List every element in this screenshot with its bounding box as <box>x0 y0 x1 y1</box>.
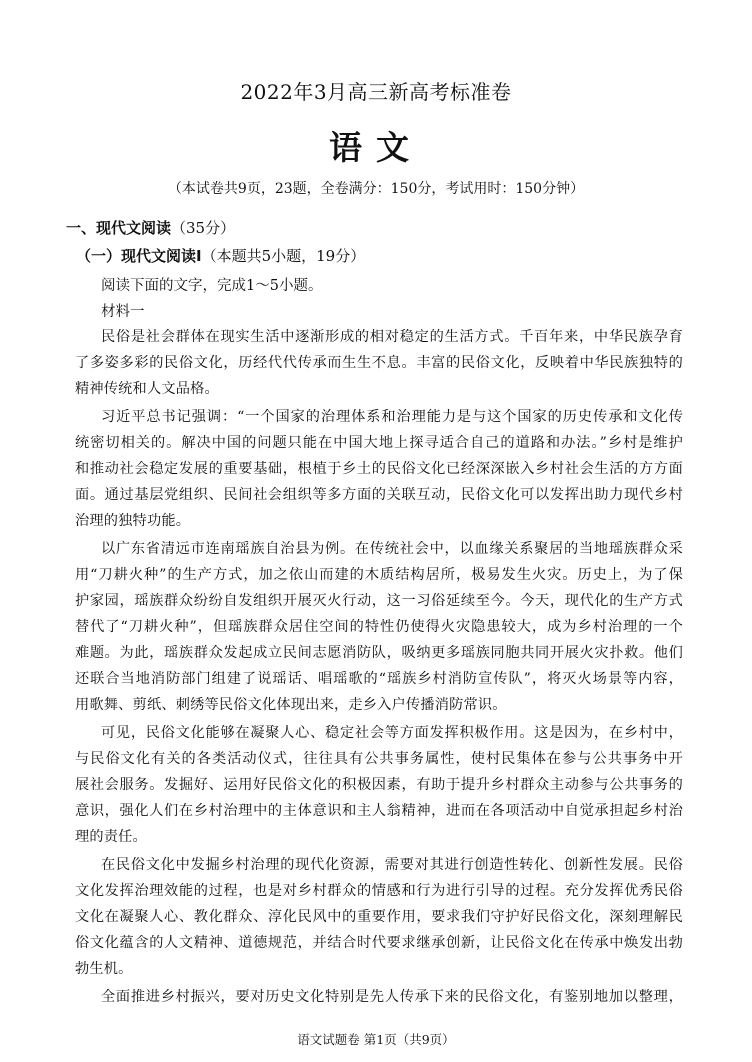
paragraph-line: 俗文化蕴含的人文精神、道德规范，并结合时代要求继承创新，让民俗文化在传承中焕发出勃 <box>75 935 683 951</box>
material-label: 材料一 <box>101 304 145 320</box>
paragraph-line: 还联合当地消防部门组建了说瑶话、唱瑶歌的“瑶族乡村消防宣传队”，将灭火场景等内容， <box>75 671 683 687</box>
paragraph-line: 用歌舞、剪纸、刺绣等民俗文化体现出来，走乡入户传播消防常识。 <box>75 697 507 713</box>
reading-instruction: 阅读下面的文字，完成1～5小题。 <box>101 278 323 294</box>
paragraph-line: 以广东省清远市连南瑶族自治县为例。在传统社会中，以血缘关系聚居的当地瑶族群众采 <box>101 541 683 557</box>
paragraph-line: 统密切相关的。解决中国的问题只能在中国大地上探寻适合自己的道路和办法。”乡村是维护 <box>75 435 683 451</box>
subsection-heading-label: （一）现代文阅读Ⅰ <box>76 247 202 265</box>
paragraph-line: 意识，强化人们在乡村治理中的主体意识和主人翁精神，进而在各项活动中自觉承担起乡村治 <box>75 803 683 819</box>
exam-info: （本试卷共9页，23题，全卷满分：150分，考试用时：150分钟） <box>167 181 585 197</box>
exam-title: 2022年3月高三新高考标准卷 <box>240 80 512 104</box>
paragraph-line: 展社会服务。发掘好、运用好民俗文化的积极因素，有助于提升乡村群众主动参与公共事务的 <box>75 777 683 793</box>
paragraph-line: 在民俗文化中发掘乡村治理的现代化资源，需要对其进行创造性转化、创新性发展。民俗 <box>101 857 683 873</box>
paragraph-line: 全面推进乡村振兴，要对历史文化特别是先人传承下来的民俗文化，有鉴别地加以整理， <box>101 989 683 1005</box>
section-score-note: （35分） <box>171 219 236 237</box>
section-heading <box>66 217 235 238</box>
paragraph-line: 理的责任。 <box>75 829 147 845</box>
paragraph-line: 文化发挥治理效能的过程，也是对乡村群众的情感和行为进行引导的过程。充分发挥优秀民俗 <box>75 883 683 899</box>
page-footer: 语文试题卷 第1页（共9页） <box>297 1032 455 1047</box>
subsection-heading <box>76 245 365 266</box>
paragraph-line: 勃生机。 <box>75 961 133 977</box>
paragraph-line: 民俗是社会群体在现实生活中逐渐形成的相对稳定的生活方式。千百年来，中华民族孕育 <box>101 329 683 345</box>
paragraph-line: 替代了“刀耕火种”，但瑶族群众居住空间的特性仍使得火灾隐患较大，成为乡村治理的一个 <box>75 619 683 635</box>
paragraph-line: 了多姿多彩的民俗文化，历经代代传承而生生不息。丰富的民俗文化，反映着中华民族独特的 <box>75 355 683 371</box>
paragraph-line: 习近平总书记强调：“一个国家的治理体系和治理能力是与这个国家的历史传承和文化传 <box>101 409 683 425</box>
paragraph-line: 精神传统和人文品格。 <box>75 381 219 397</box>
subject-title: 语文 <box>329 128 423 167</box>
paragraph-line: 面。通过基层党组织、民间社会组织等多方面的关联互动，民俗文化可以发挥出助力现代乡村 <box>75 487 683 503</box>
paragraph-line: 用“刀耕火种”的生产方式，加之依山而建的木质结构居所，极易发生火灾。历史上，为了保 <box>75 567 683 583</box>
paragraph-line: 治理的独特功能。 <box>75 513 191 529</box>
paragraph-line: 护家园，瑶族群众纷纷自发组织开展灭火行动，这一习俗延续至今。今天，现代化的生产方式 <box>75 593 683 609</box>
paragraph-line: 文化在凝聚人心、教化群众、淳化民风中的重要作用，要求我们守护好民俗文化，深刻理解民 <box>75 909 683 925</box>
paragraph-line: 与民俗文化有关的各类活动仪式，往往具有公共事务属性，使村民集体在参与公共事务中开 <box>75 751 683 767</box>
paragraph-line: 和推动社会稳定发展的重要基础，根植于乡土的民俗文化已经深深嵌入乡村社会生活的方方面 <box>75 461 683 477</box>
paragraph-line: 可见，民俗文化能够在凝聚人心、稳定社会等方面发挥积极作用。这是因为，在乡村中， <box>101 725 683 741</box>
subsection-note: （本题共5小题，19分） <box>201 247 366 265</box>
paragraph-line: 难题。为此，瑶族群众发起成立民间志愿消防队，吸纳更多瑶族同胞共同开展火灾扑救。他们 <box>75 645 683 661</box>
section-heading-label: 一、现代文阅读 <box>66 219 172 237</box>
